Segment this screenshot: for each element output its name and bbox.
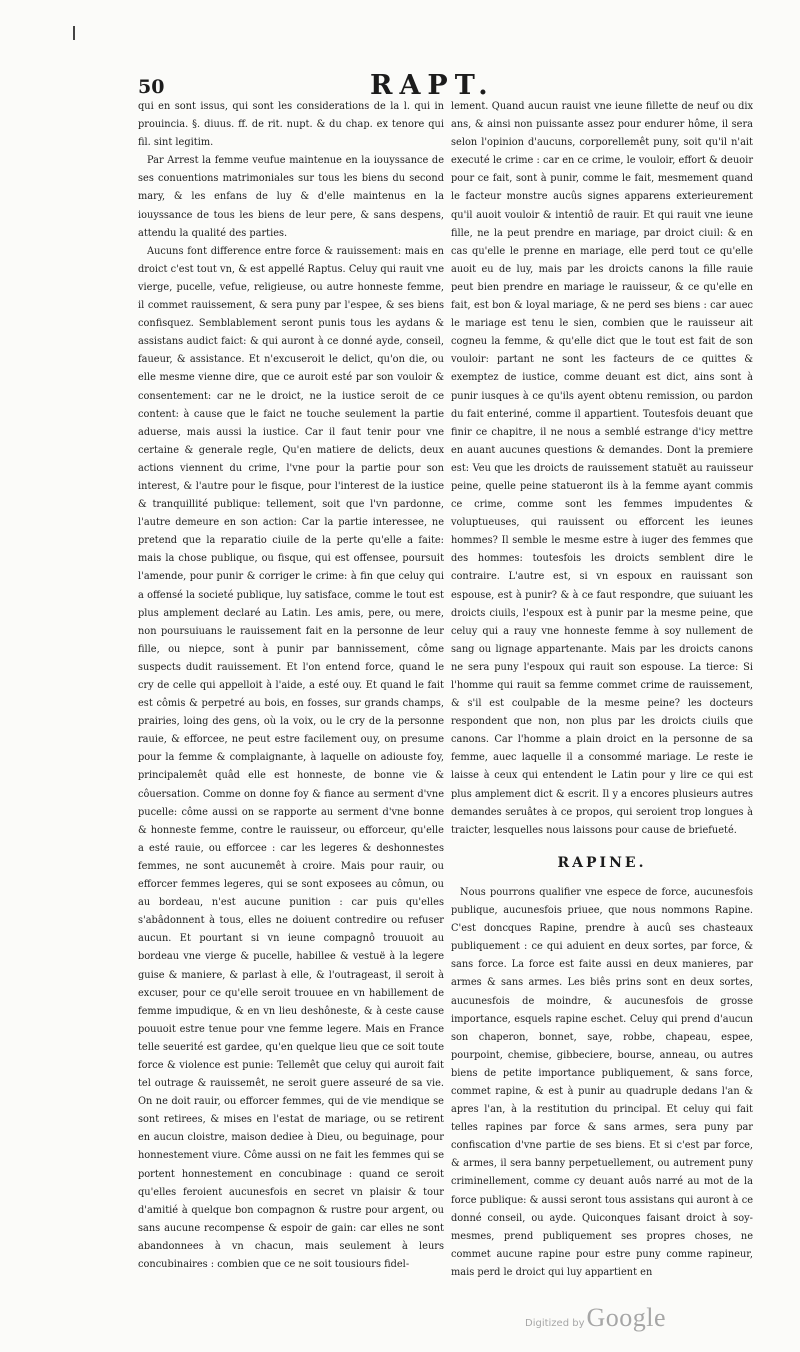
google-logo: Google (586, 1303, 667, 1332)
paragraph: lement. Quand aucun rauist vne ieune fillette de neuf ou dix ans, & ainsi non puissante assez pour endurer hôme, il sera selon l'opinion d'aucuns, corporellemêt puny, soit qu'il n'ait executé le crime : car en ce crime, le vouloir, effort & deuoir pour ce fait, sont à punir, comme le fait, mesmement quand le facteur monstre aucûs signes apparens exterieurement qu'il auoit vouloir & intentiô de rauir. Et qui rauit vne ieune fille, ne la peut prendre en mariage, par droict ciuil: & en cas qu'elle le prenne en mariage, elle perd tout ce qu'elle auoit eu de luy, mais par les droicts canons la fille rauie peut bien prendre en mariage le rauisseur, & ce qu'elle en fait, est bon & loyal mariage, & ne perd ses biens : car auec le mariage est tenu le sien, combien que le rauisseur ait cogneu la femme, & qu'elle dict que le tout est fait de son vouloir: partant ne sont les facteurs de ce quittes & exemptez de iustice, comme deuant est dict, ains sont à punir iusques à ce qu'ils ayent obtenu remission, ou pardon du fait enteriné, comme il appartient. Toutesfois deuant que finir ce chapitre, il ne nous a semblé estrange d'icy mettre en auant aucunes questions & demandes. Dont la premiere est: Veu que les droicts de rauissement statuët au rauisseur peine, quelle peine statueront ils à la femme ayant commis ce crime, comme sont les femmes impudentes & voluptueuses, qui rauissent ou efforcent les ieunes hommes? Il semble le mesme estre à iuger des femmes que des hommes: toutesfois les droicts semblent dire le contraire. L'autre est, si vn espoux en rauissant son espouse, est à punir? & à ce faut respondre, que suiuant les droicts ciuils, l'espoux est à punir par la mesme peine, que celuy qui a rauy vne honneste femme à soy nullement de sang ou lignage appartenante. Mais par les droicts canons ne sera puny l'espoux qui rauit son espouse. La tierce: Si l'homme qui rauit sa femme commet crime de rauissement, & s'il est coulpable de la mesme peine? les docteurs respondent que non, non plus par les droicts ciuils que canons. Car l'homme a plain droict en la personne de sa femme, auec laquelle il a consommé mariage. Le reste ie laisse à ceux qui entendent le Latin pour y lire ce qui est plus amplement dict & escrit. Il y a encores plusieurs autres demandes seruâtes à ce propos, qui seroient trop longues à traicter, lesquelles nous laissons pour cause de briefueté. (451, 101, 753, 836)
page-edge-mark (73, 26, 75, 40)
paragraph: Par Arrest la femme veufue maintenue en la iouyssance de ses conuentions matrimoniales sur tous les biens du second mary, & les enfans de luy & d'elle maintenus en la iouyssance de tous les biens de leur pere, & sans despens, attendu la qualité des parties. (138, 155, 444, 239)
paragraph: Aucuns font difference entre force & rauissement: mais en droict c'est tout vn, & est appellé Raptus. Celuy qui rauit vne vierge, pucelle, vefue, religieuse, ou autre honneste femme, il commet rauissement, & sera puny par l'espee, & ses biens confisquez. Semblablement seront punis tous les aydans & assistans audict faict: & qui auront à ce donné ayde, conseil, faueur, & assistance. Et n'excuseroit le delict, qu'on die, ou elle mesme vienne dire, que ce auroit esté par son vouloir & consentement: car ne le droict, ne la iustice seroit de ce content: à cause que le faict ne touche seulement la partie aduerse, mais aussi la iustice. Car il faut tenir pour vne certaine & generale regle, Qu'en matiere de delicts, deux actions viennent du crime, l'vne pour la partie pour son interest, & l'autre pour le fisque, pour l'interest de la iustice & tranquillité publique: tellement, soit que l'vn pardonne, l'autre demeure en son action: Car la partie interessee, ne pretend que la reparatio ciuile de la perte qu'elle a faite: mais la chose publique, ou fisque, qui est offensee, poursuit l'amende, pour punir & corriger le crime: à fin que celuy qui a offensé la societé publique, luy satisface, comme le tout est plus amplement declaré au Latin. Les amis, pere, ou mere, non poursuiuans le rauissement fait en la personne de leur fille, ou niepce, sont à punir par bannissement, côme suspects dudit rauissement. Et l'on entend force, quand le cry de celle qui appelloit à l'aide, a esté ouy. Et quand le fait est cômis & perpetré au bois, en fosses, sur grands champs, prairies, loing des gens, où la voix, ou le cry de la personne rauie, & efforcee, ne peut estre facilement ouy, on presume pour la femme & complaignante, à laquelle on adiouste foy, principalemêt quâd elle est honneste, de bonne vie & côuersation. Comme on donne foy & fiance au serment d'vne pucelle: côme aussi on se rapporte au serment d'vne bonne & honneste femme, contre le rauisseur, ou efforceur, qu'elle a esté rauie, ou efforcee : car les legeres & deshonnestes femmes, ne sont aucunemêt à croire. Mais pour rauir, ou efforcer femmes legeres, qui se sont exposees au cômun, ou au bordeau, n'est aucune punition : car puis qu'elles s'abâdonnent à tous, elles ne doiuent contredire ou refuser aucun. Et pourtant si vn ieune compagnô trouuoit au bordeau vne vierge & pucelle, habillee & vestuë à la legere guise & maniere, & parlast à elle, & l'outrageast, il seroit à excuser, pour ce qu'elle seroit trouuee en vn habillement de femme impudique, & en vn lieu deshôneste, & à ceste cause pouuoit estre tenue pour vne femme legere. Mais en France telle seuerité est gardee, qu'en quelque lieu que ce soit toute force & violence est punie: Tellemêt que celuy qui auroit fait tel outrage & rauissemêt, ne seroit guere asseuré de sa vie. On ne doit rauir, ou efforcer femmes, qui de vie mendique se sont retirees, & mises en l'estat de mariage, ou se retirent en aucun cloistre, maison dediee à Dieu, ou beguinage, pour honnestement viure. Côme aussi on ne fait les femmes qui se portent honnestement en concubinage : quand ce seroit qu'elles feroient aucunesfois en secret vn plaisir & tour d'amitié à quelque bon compagnon & rustre pour argent, ou sans aucune recompense & espoir de gain: car elles ne sont abandonnees à vn chacun, mais seulement à leurs concubinaires : combien que ce ne soit tousiours fidel- (138, 245, 444, 1270)
section-heading: RAPINE. (557, 854, 647, 871)
paragraph: qui en sont issus, qui sont les considerations de la l. qui in prouincia. §. diuus. ff. de rit. nupt. & du chap. ex tenore qui fil. sint legitim. (138, 101, 444, 149)
left-column (138, 98, 444, 1274)
paragraph: Nous pourrons qualifier vne espece de force, aucunesfois publique, aucunesfois priuee, que nous nommons Rapine. C'est doncques Rapine, prendre à aucû ses chasteaux publiquement : ce qui aduient en deux sortes, par force, & sans force. La force est faite aussi en deux manieres, par armes & sans armes. Les biês prins sont en deux sortes, aucunesfois de moindre, & aucunesfois de grosse importance, esquels rapine eschet. Celuy qui prend d'aucun son chaperon, bonnet, saye, robbe, chapeau, espee, pourpoint, chemise, gibbeciere, bourse, anneau, ou autres biens de petite importance publiquement, & sans force, commet rapine, & est à punir au quadruple dedans l'an & apres l'an, à la restitution du principal. Et celuy qui fait telles rapines par force & sans armes, sera puny par confiscation d'vne partie de ses biens. Et si c'est par force, & armes, il sera banny perpetuellement, ou autrement puny criminellement, comme cy deuant auôs narré au mot de la force publique: & aussi seront tous assistans qui auront à ce donné conseil, ou ayde. Quiconques faisant droict à soy-mesmes, prend publiquement ses propres choses, ne commet aucune rapine pour estre puny comme rapineur, mais perd le droict qui luy appartient en (451, 886, 753, 1278)
digitization-watermark (525, 1303, 666, 1333)
running-head: RAPT. (370, 70, 495, 101)
right-column (451, 98, 753, 1282)
page-number: 50 (138, 76, 165, 98)
watermark-label: Digitized by (525, 1318, 585, 1329)
